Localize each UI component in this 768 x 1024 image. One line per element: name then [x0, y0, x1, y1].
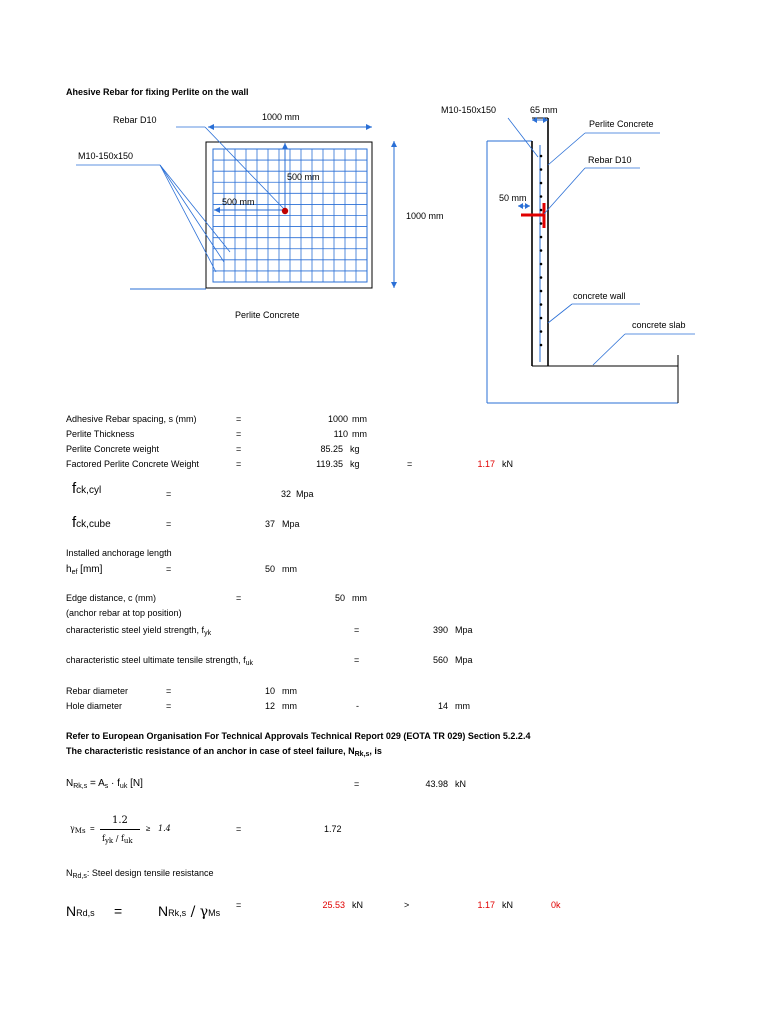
- prop-label: Perlite Concrete weight: [66, 444, 160, 454]
- gamma-limit: 1.4: [158, 824, 171, 833]
- width-dim-label: 1000 mm: [262, 112, 300, 122]
- anchorage-value: 50: [264, 564, 275, 574]
- hef-symbol: $h_{ef}$ [mm]: [66, 564, 103, 576]
- anchorage-eq: =: [166, 564, 172, 574]
- nrk-value: 43.98: [425, 779, 448, 789]
- fck-cyl-unit: Mpa: [296, 489, 314, 499]
- nrd-gt: >: [404, 900, 410, 910]
- fuk-value: 560: [432, 655, 448, 665]
- check-status: 0k: [551, 900, 561, 910]
- thickness-label: 65 mm: [530, 105, 558, 115]
- rebar-dia-unit: mm: [282, 686, 297, 696]
- fuk-label: characteristic steel ultimate tensile strength, $f_{uk}$: [66, 655, 253, 667]
- hole-dia-label: Hole diameter: [66, 701, 123, 711]
- factored-load-unit: kN: [502, 459, 513, 469]
- mesh-bar-section-dot: [540, 209, 543, 212]
- prop-value: 110: [333, 429, 348, 439]
- prop-unit: kg: [350, 444, 360, 454]
- nrd-rhs: NRk,s / γMs: [158, 903, 221, 920]
- half-height-label: 500 mm: [287, 172, 320, 182]
- edge-note: (anchor rebar at top position): [66, 608, 182, 618]
- nrk-formula: $N_{Rk,s} = A_s \cdot f_{uk}$ [N]: [66, 778, 143, 790]
- nrd-label: $N_{Rd,s}$: Steel design tensile resistance: [66, 868, 214, 880]
- prop-label: Adhesive Rebar spacing, s (mm): [66, 414, 197, 424]
- prop-unit: mm: [352, 429, 367, 439]
- rebar-dia-value: 10: [264, 686, 275, 696]
- rebar-dia-eq: =: [166, 686, 172, 696]
- panel-caption: Perlite Concrete: [235, 310, 300, 320]
- edge-eq: =: [236, 593, 242, 603]
- fck-cyl-symbol: fck,cyl: [72, 480, 102, 497]
- hole-dia-unit: mm: [282, 701, 297, 711]
- mesh-bar-section-dot: [540, 317, 543, 320]
- fck-cube-unit: Mpa: [282, 519, 300, 529]
- prop-value: 1000: [327, 414, 348, 424]
- prop-eq: =: [236, 414, 242, 424]
- hole-dia-unit2: mm: [455, 701, 470, 711]
- prop-eq: =: [236, 444, 242, 454]
- prop-eq: =: [236, 429, 242, 439]
- gamma-eq: =: [236, 824, 242, 834]
- mesh-bar-section-dot: [540, 236, 543, 239]
- reference-text: Refer to European Organisation For Technical Approvals Technical Report 029 (EOTA TR 029) Section 5.2.2.4: [66, 731, 531, 741]
- char-resistance-heading: The characteristic resistance of an anchor in case of steel failure, $N_{Rk,s}$, is: [66, 746, 382, 758]
- gamma-denominator: $f_{yk} / f_{uk}$: [102, 834, 133, 845]
- slab-label: concrete slab: [632, 320, 686, 330]
- fyk-unit: Mpa: [455, 625, 473, 635]
- rebar-label: Rebar D10: [113, 115, 157, 125]
- nrd-lhs: NRd,s: [66, 903, 95, 919]
- fraction-bar: [100, 829, 140, 830]
- height-dim-label: 1000 mm: [406, 211, 444, 221]
- gamma-symbol: $\gamma_{Ms}$: [70, 824, 86, 835]
- prop-label: Factored Perlite Concrete Weight: [66, 459, 199, 469]
- nrk-unit: kN: [455, 779, 466, 789]
- factored-load-value: 1.17: [477, 459, 495, 469]
- wall-label: concrete wall: [573, 291, 626, 301]
- gamma-ge: ≥: [146, 824, 151, 833]
- mesh-bar-section-dot: [540, 344, 543, 347]
- anchorage-label: Installed anchorage length: [66, 548, 172, 558]
- hole-dia-dash: -: [356, 701, 359, 711]
- fck-cube-value: 37: [264, 519, 275, 529]
- mesh-bar-section-dot: [540, 168, 543, 171]
- nrd-eq1: =: [114, 903, 123, 919]
- mesh-bar-section-dot: [540, 303, 543, 306]
- fuk-unit: Mpa: [455, 655, 473, 665]
- nrd-unit: kN: [352, 900, 363, 910]
- mesh-bar-section-dot: [540, 182, 543, 185]
- prop-label: Perlite Thickness: [66, 429, 135, 439]
- prop-unit: kg: [350, 459, 360, 469]
- mesh-bar-section-dot: [540, 222, 543, 225]
- mesh-bar-section-dot: [540, 155, 543, 158]
- mesh-bar-section-dot: [540, 263, 543, 266]
- embed-label: 50 mm: [499, 193, 527, 203]
- mesh-label: M10-150x150: [78, 151, 134, 161]
- half-width-label: 500 mm: [222, 197, 255, 207]
- hole-dia-value: 12: [264, 701, 275, 711]
- fck-cyl-eq: =: [166, 489, 172, 499]
- mesh-bar-section-dot: [540, 195, 543, 198]
- page-title: Ahesive Rebar for fixing Perlite on the wall: [66, 87, 249, 97]
- rebar-dia-label: Rebar diameter: [66, 686, 129, 696]
- fck-cube-symbol: fck,cube: [72, 514, 111, 531]
- prop-unit: mm: [352, 414, 367, 424]
- fck-cube-eq: =: [166, 519, 172, 529]
- hole-dia-eq: =: [166, 701, 172, 711]
- nrd-compare-unit: kN: [502, 900, 513, 910]
- fuk-eq: =: [354, 655, 360, 665]
- prop-value: 85.25: [320, 444, 343, 454]
- prop-eq2: =: [407, 459, 413, 469]
- gamma-value: 1.72: [324, 824, 342, 834]
- section-mesh-label: M10-150x150: [441, 105, 497, 115]
- prop-value: 119.35: [316, 459, 343, 469]
- fck-cyl-value: 32: [280, 489, 291, 499]
- gamma-numerator: 1.2: [112, 815, 128, 826]
- fyk-value: 390: [432, 625, 448, 635]
- nrd-compare-value: 1.17: [477, 900, 495, 910]
- nrd-eq: =: [236, 900, 242, 910]
- mesh-bar-section-dot: [540, 290, 543, 293]
- nrd-value: 25.53: [322, 900, 345, 910]
- hole-dia-value2: 14: [437, 701, 448, 711]
- anchorage-unit: mm: [282, 564, 297, 574]
- fyk-label: characteristic steel yield strength, $f_{yk}$: [66, 625, 212, 637]
- gamma-eq1: =: [90, 824, 95, 833]
- prop-eq: =: [236, 459, 242, 469]
- mesh-bar-section-dot: [540, 276, 543, 279]
- section-rebar-label: Rebar D10: [588, 155, 632, 165]
- perlite-label: Perlite Concrete: [589, 119, 654, 129]
- edge-unit: mm: [352, 593, 367, 603]
- edge-label: Edge distance, c (mm): [66, 593, 157, 603]
- edge-value: 50: [334, 593, 345, 603]
- mesh-bar-section-dot: [540, 330, 543, 333]
- mesh-bar-section-dot: [540, 249, 543, 252]
- fyk-eq: =: [354, 625, 360, 635]
- nrk-eq: =: [354, 779, 360, 789]
- perlite-fixing-drawing: [0, 0, 768, 420]
